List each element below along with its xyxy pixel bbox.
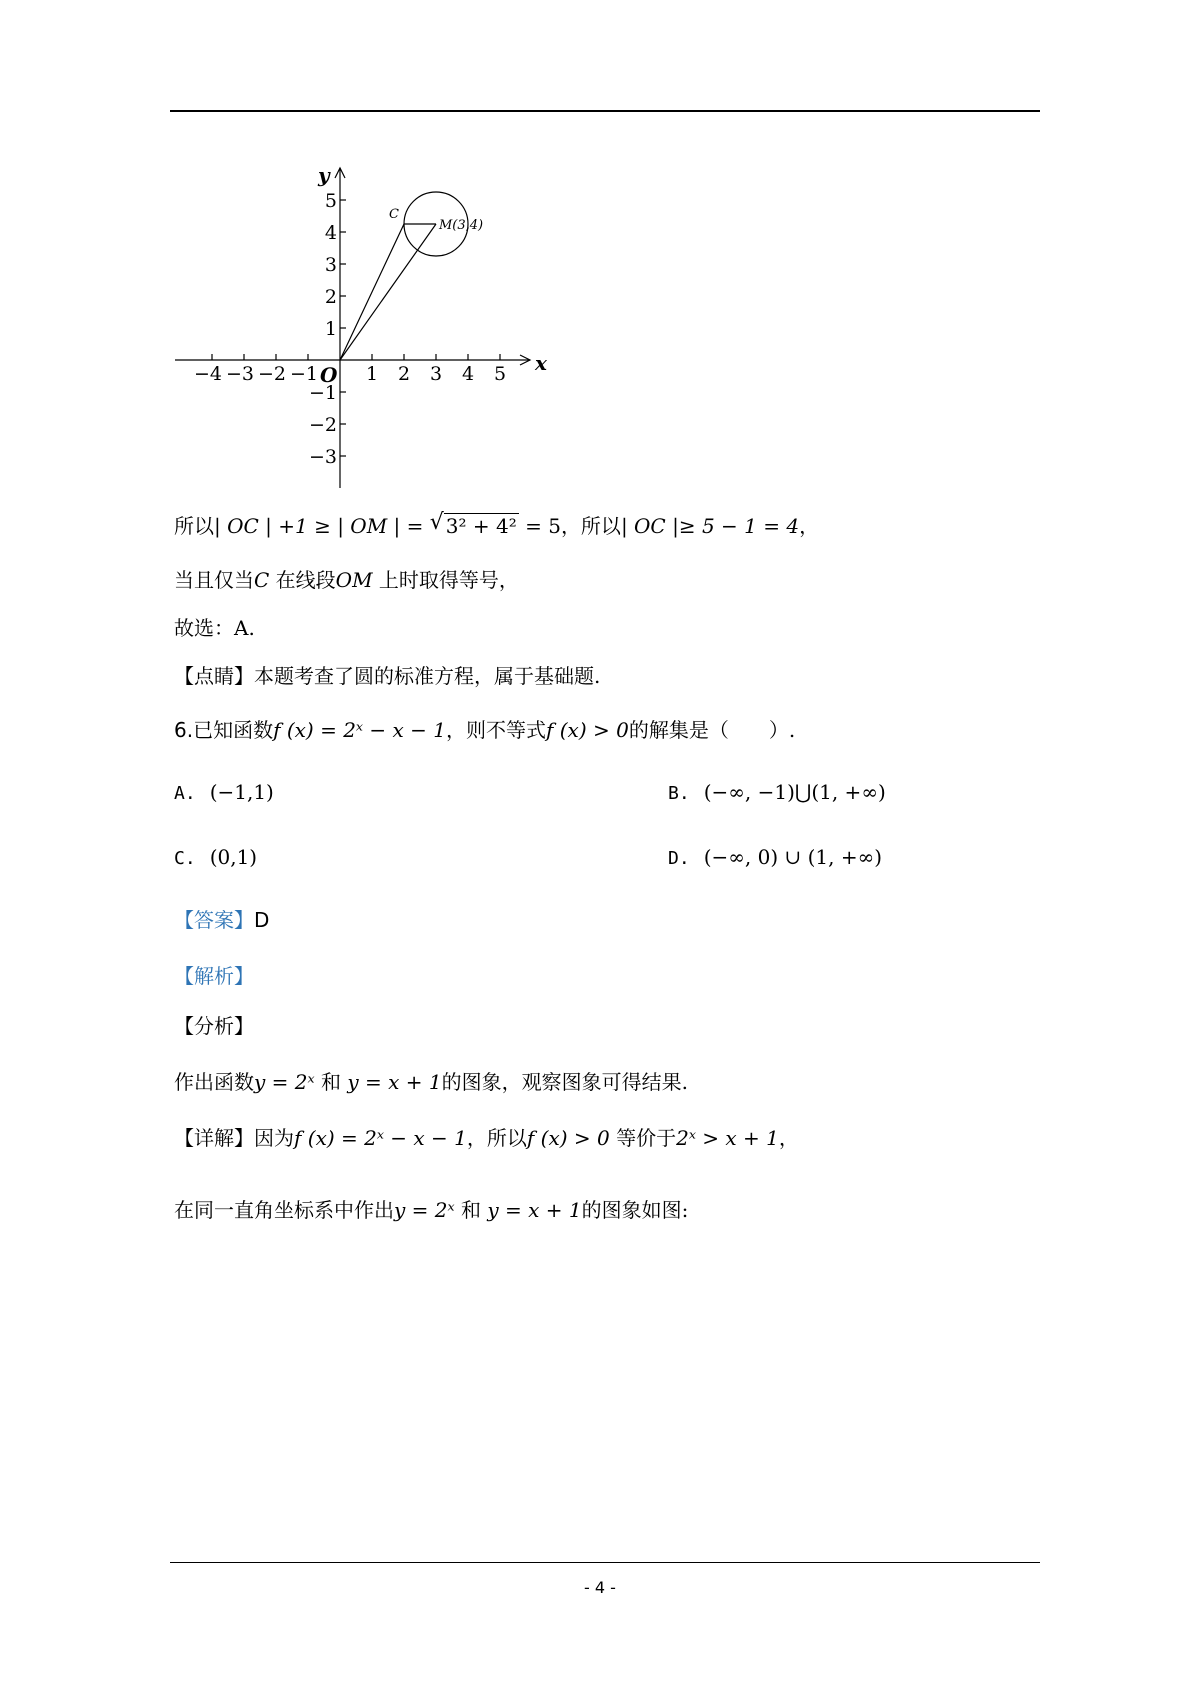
y-tick-label: 2 — [324, 286, 337, 308]
x-axis-label: x — [535, 351, 547, 375]
y-tick-label: −2 — [308, 414, 337, 436]
math-expression: 2ˣ > x + 1 — [676, 1126, 779, 1150]
line-answer-choice: 故选：A. — [174, 616, 255, 640]
math-expression: f (x) = 2ˣ − x − 1 — [294, 1126, 467, 1150]
text-fragment: 已知函数 — [193, 718, 274, 742]
text-fragment: 和 — [320, 1070, 341, 1094]
point-m-label: M(3,4) — [439, 218, 484, 233]
x-tick-label: −2 — [257, 363, 287, 385]
text-fragment: 等价于 — [616, 1126, 677, 1150]
origin-label: O — [320, 363, 338, 387]
math-expression: | OC |≥ 5 − 1 = 4 — [620, 514, 800, 538]
text-fragment: ， — [799, 514, 820, 538]
text-fragment: 和 — [460, 1198, 481, 1222]
fenxi-tag: 【分析】 — [174, 1014, 254, 1038]
option-value: (−1,1) — [209, 780, 274, 804]
math-equals: = — [406, 514, 424, 538]
text-fragment: 所以 — [174, 514, 214, 538]
text-fragment: ，所以 — [560, 514, 621, 538]
math-expression: y = x + 1 — [347, 1070, 442, 1094]
option-c — [174, 843, 257, 873]
x-tick-label: 1 — [365, 363, 379, 385]
y-tick-label: 3 — [324, 254, 337, 276]
math-expression: f (x) = 2ˣ − x − 1 — [273, 718, 446, 742]
option-label: B. — [668, 783, 690, 804]
y-tick-label: 5 — [324, 190, 337, 212]
segment-om — [340, 224, 436, 360]
x-tick-label: −1 — [289, 363, 319, 385]
coordinate-figure — [175, 160, 555, 500]
option-value: (0,1) — [209, 845, 258, 869]
math-expression: y = 2ˣ — [394, 1198, 455, 1222]
section-tag: 【点睛】 — [174, 664, 254, 688]
x-tick-label: 5 — [493, 363, 507, 385]
question-6 — [174, 716, 795, 744]
text-fragment: 当且仅当 — [174, 568, 254, 592]
line-dianjing — [174, 662, 600, 690]
y-axis-label: y — [318, 163, 330, 187]
y-tick-label: 1 — [324, 318, 337, 340]
math-point: C — [254, 568, 270, 592]
header-rule — [170, 110, 1040, 112]
option-value: (−∞, −1)⋃(1, +∞) — [703, 780, 886, 804]
option-value: (−∞, 0) ∪ (1, +∞) — [703, 845, 883, 869]
text-fragment: 因为 — [254, 1126, 294, 1150]
line-equality-condition — [174, 566, 519, 594]
line-detail — [174, 1124, 799, 1152]
line-oc-inequality — [174, 512, 819, 540]
math-expression: f (x) > 0 — [545, 718, 629, 742]
math-expression: y = x + 1 — [487, 1198, 582, 1222]
text-fragment: ，所以 — [466, 1126, 527, 1150]
text-fragment: ，则不等式 — [445, 718, 546, 742]
text-fragment: 本题考查了圆的标准方程，属于基础题. — [254, 664, 601, 688]
text-fragment: 上时取得等号， — [372, 568, 519, 592]
x-tick-label: −4 — [193, 363, 223, 385]
sqrt-expression: √ 3² + 4² — [429, 510, 517, 538]
text-fragment: 在线段 — [269, 568, 336, 592]
text-fragment: 的解集是（ ）. — [628, 718, 796, 742]
answer-tag: 【答案】 — [174, 908, 254, 932]
text-fragment: 的图象如图: — [581, 1198, 689, 1222]
math-result: = 5 — [525, 514, 561, 538]
math-expression: f (x) > 0 — [526, 1126, 610, 1150]
option-label: C. — [174, 848, 196, 869]
segment-oc — [340, 224, 404, 360]
x-tick-label: 2 — [397, 363, 411, 385]
option-label: A. — [174, 783, 196, 804]
option-a — [174, 778, 274, 808]
point-c-label: C — [389, 207, 399, 222]
jiexi-tag: 【解析】 — [174, 964, 254, 988]
line-analysis — [174, 1068, 688, 1096]
math-segment: OM — [335, 568, 373, 592]
text-fragment: 作出函数 — [174, 1070, 254, 1094]
text-fragment: 的图象，观察图象可得结果. — [441, 1070, 688, 1094]
x-tick-label: 4 — [461, 363, 475, 385]
page-number: - 4 - — [584, 1578, 616, 1597]
line-graph-intro — [174, 1196, 688, 1224]
y-tick-label: 4 — [324, 222, 337, 244]
y-tick-label: −1 — [308, 382, 337, 404]
radicand: 3² + 4² — [445, 514, 517, 538]
answer-line — [174, 906, 269, 934]
option-label: D. — [668, 848, 690, 869]
math-expression: | OC | +1 ≥ | OM | — [214, 514, 401, 538]
math-expression: y = 2ˣ — [254, 1070, 315, 1094]
y-tick-label: −3 — [308, 446, 337, 468]
text-fragment: 在同一直角坐标系中作出 — [174, 1198, 394, 1222]
text-fragment: ， — [778, 1126, 799, 1150]
option-b — [668, 778, 886, 808]
x-tick-label: −3 — [225, 363, 255, 385]
option-d — [668, 843, 882, 873]
section-tag: 【详解】 — [174, 1126, 254, 1150]
question-number: 6. — [174, 718, 194, 742]
x-tick-label: 3 — [429, 363, 443, 385]
footer-rule — [170, 1562, 1040, 1563]
answer-value: D — [254, 908, 270, 932]
